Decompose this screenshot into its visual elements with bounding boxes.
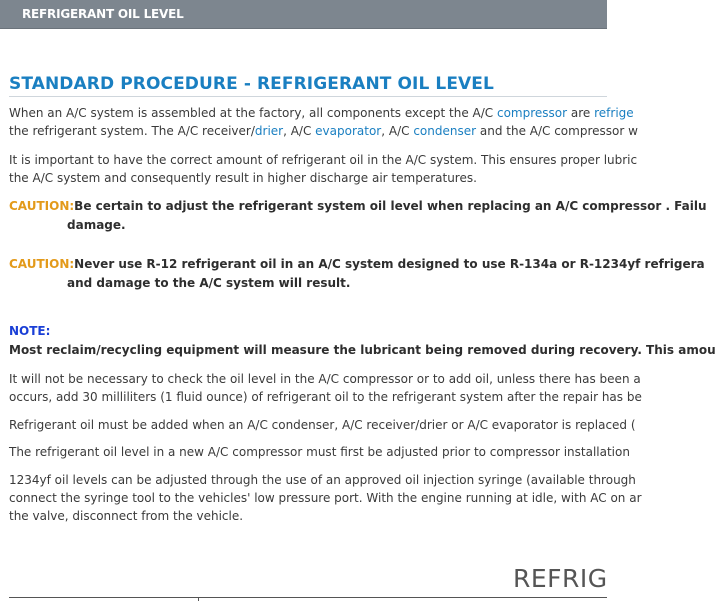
title-divider	[9, 96, 607, 97]
paragraph-3-line-2: occurs, add 30 milliliters (1 fluid ounce) of refrigerant oil to the refrigerant system after the repair has be	[9, 390, 642, 404]
link-condenser[interactable]: condenser	[413, 124, 477, 138]
paragraph-2-line-1: It is important to have the correct amount of refrigerant oil in the A/C system. This ensures proper lubric	[9, 153, 638, 167]
link-refrigerant[interactable]: refrige	[594, 106, 634, 120]
section-header-title: REFRIGERANT OIL LEVEL	[22, 7, 184, 21]
text-segment: the refrigerant system. The A/C receiver/	[9, 124, 255, 138]
text-segment: are	[567, 106, 595, 120]
text-segment: and the A/C compressor w	[476, 124, 638, 138]
paragraph-3-line-1: It will not be necessary to check the oil level in the A/C compressor or to add oil, unless there has been a	[9, 372, 641, 386]
table-column-divider	[198, 597, 199, 601]
text-segment: , A/C	[283, 124, 316, 138]
caution-2-line-1	[9, 257, 705, 271]
caution-1-line-2: damage.	[67, 218, 126, 232]
section-header-bar	[0, 0, 607, 29]
text-segment: , A/C	[381, 124, 414, 138]
text-segment: When an A/C system is assembled at the factory, all components except the A/C	[9, 106, 497, 120]
caution-2-line-2: and damage to the A/C system will result.	[67, 276, 351, 290]
page-title: STANDARD PROCEDURE - REFRIGERANT OIL LEVEL	[9, 74, 494, 94]
paragraph-5: The refrigerant oil level in a new A/C compressor must first be adjusted prior to compressor installation	[9, 445, 630, 459]
paragraph-6-line-1: 1234yf oil levels can be adjusted through the use of an approved oil injection syringe (available through	[9, 473, 636, 487]
paragraph-1-line-2	[9, 124, 638, 138]
link-compressor[interactable]: compressor	[496, 106, 568, 120]
caution-1-line-1	[9, 199, 707, 213]
paragraph-4: Refrigerant oil must be added when an A/C condenser, A/C receiver/drier or A/C evaporator is replaced (	[9, 418, 636, 432]
caution-2-text: Never use R-12 refrigerant oil in an A/C system designed to use R-134a or R-1234yf refrigera	[74, 257, 705, 271]
link-drier[interactable]: drier	[254, 124, 284, 138]
caution-label: CAUTION:	[9, 257, 75, 271]
caution-1-text: Be certain to adjust the refrigerant system oil level when replacing an A/C compressor . Failu	[74, 199, 707, 213]
link-evaporator[interactable]: evaporator	[315, 124, 382, 138]
table-title: REFRIG	[513, 564, 608, 593]
paragraph-2-line-2: the A/C system and consequently result in higher discharge air temperatures.	[9, 171, 477, 185]
paragraph-6-line-2: connect the syringe tool to the vehicles' low pressure port. With the engine running at idle, with AC on ar	[9, 491, 642, 505]
caution-label: CAUTION:	[9, 199, 75, 213]
paragraph-6-line-3: the valve, disconnect from the vehicle.	[9, 509, 244, 523]
note-text: Most reclaim/recycling equipment will measure the lubricant being removed during recovery. This amou	[9, 343, 716, 357]
note-label: NOTE:	[9, 324, 51, 338]
table-top-border	[9, 597, 607, 598]
paragraph-1-line-1	[9, 106, 634, 120]
